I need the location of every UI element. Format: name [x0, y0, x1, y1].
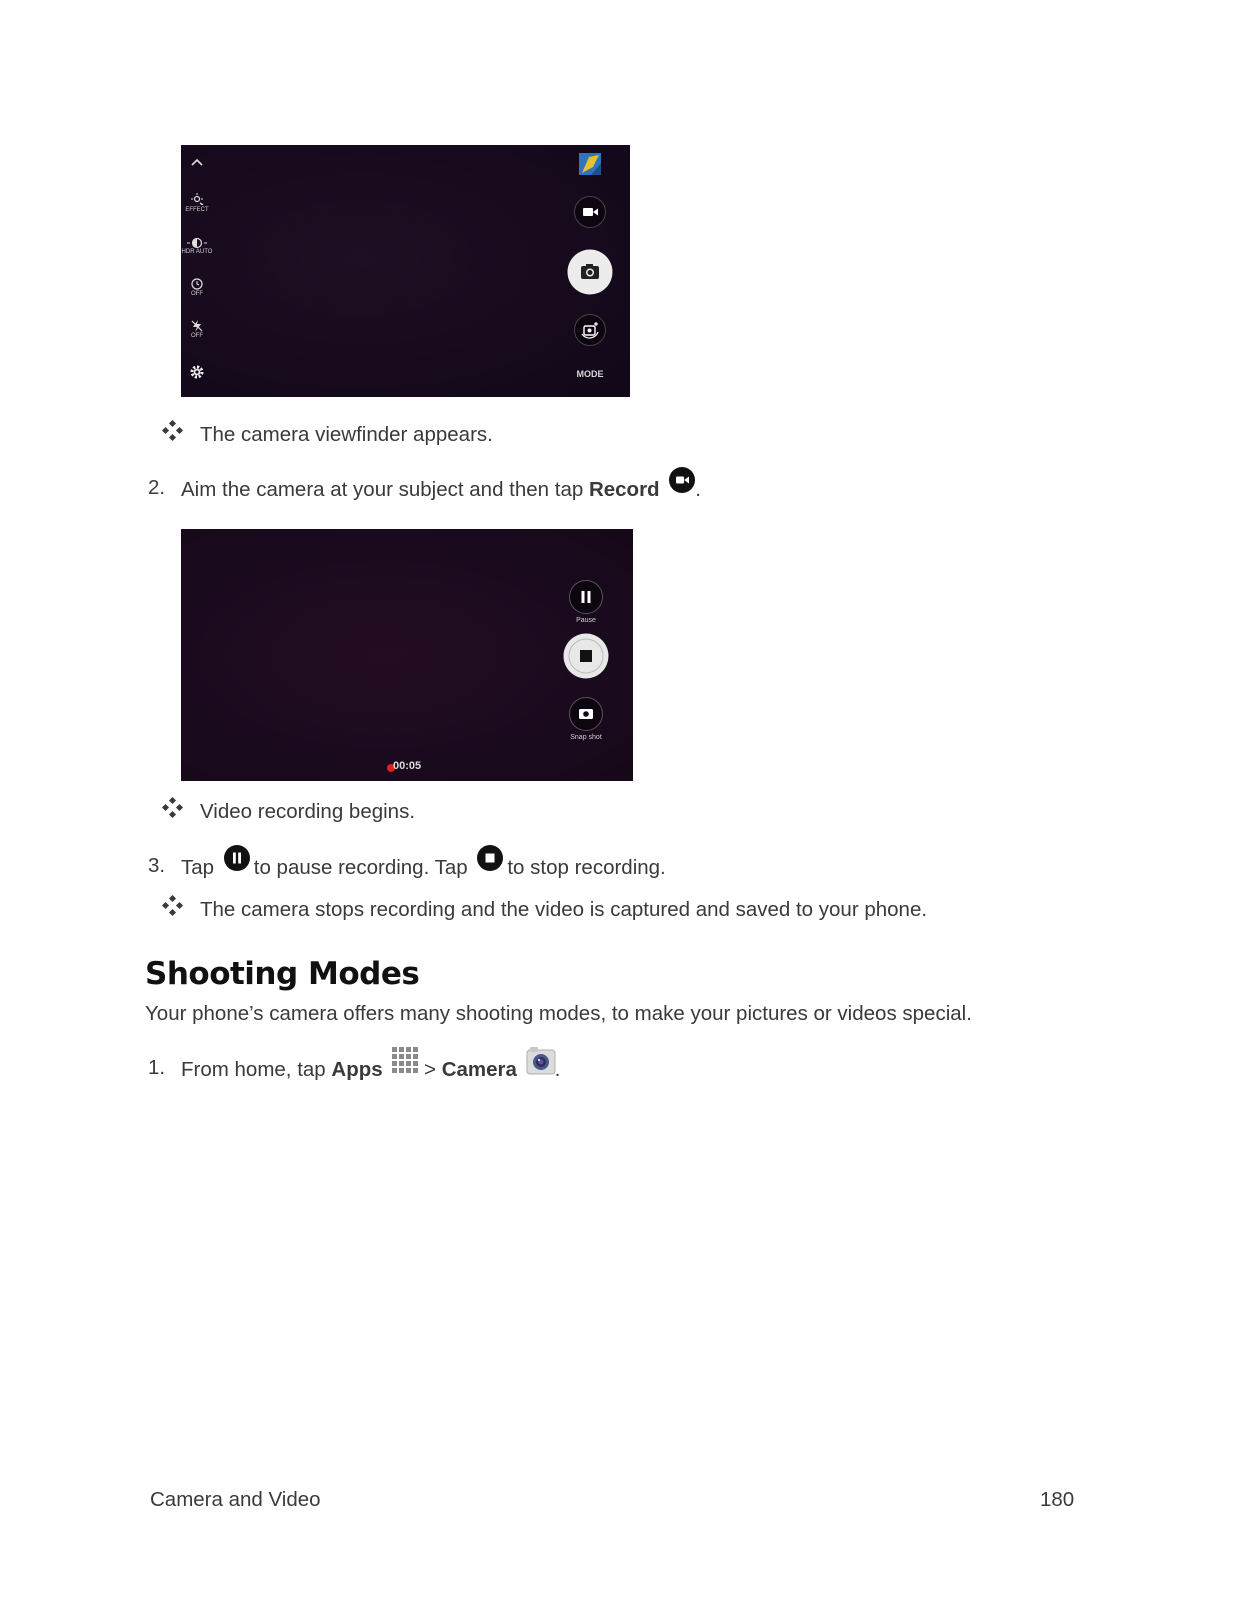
camera-label: Camera: [441, 1058, 517, 1081]
step3-text: [181, 856, 666, 884]
stop-icon: [562, 632, 610, 680]
settings-gear-icon: [188, 363, 206, 381]
step-number: 3.: [148, 854, 166, 877]
step3-text-1: Tap: [181, 856, 215, 879]
pause-label: Pause: [576, 617, 596, 624]
record-icon: [668, 466, 696, 494]
camera-viewfinder-screenshot: [181, 145, 630, 397]
gallery-thumbnail-icon: [579, 153, 601, 175]
diamond-bullet-icon: [162, 797, 184, 819]
snapshot-icon: [568, 696, 604, 732]
bullet-viewfinder-text: The camera viewfinder appears.: [200, 423, 493, 446]
effect-icon: [189, 193, 205, 205]
apps-label: Apps: [331, 1058, 383, 1081]
effect-label: EFFECT: [185, 207, 209, 213]
pause-icon: [568, 579, 604, 615]
capture-photo-icon: [566, 248, 614, 296]
flash-icon: [190, 319, 204, 333]
stop-icon: [476, 844, 504, 872]
video-recording-screenshot: [181, 529, 633, 781]
switch-camera-icon: [573, 313, 607, 347]
diamond-bullet-icon: [162, 895, 184, 917]
mode-button: MODE: [576, 369, 604, 379]
intro-paragraph: Your phone’s camera offers many shooting modes, to make your pictures or videos special.: [145, 1002, 972, 1025]
step1-instruction: From home, tap: [181, 1058, 332, 1081]
record-video-icon: [573, 195, 607, 229]
flash-label: OFF: [191, 333, 203, 339]
step-number: 1.: [148, 1056, 166, 1079]
timer-icon: [190, 277, 204, 291]
camera-app-icon: [526, 1046, 556, 1076]
step2-period: .: [695, 478, 701, 501]
step2-instruction: Aim the camera at your subject and then tap: [181, 478, 589, 501]
hdr-icon: [186, 237, 208, 249]
diamond-bullet-icon: [162, 420, 184, 442]
step3-text-3: to stop recording.: [507, 856, 666, 879]
section-heading: Shooting Modes: [145, 956, 420, 992]
step1-separator: >: [418, 1058, 442, 1081]
pause-icon: [223, 844, 251, 872]
timer-label: OFF: [191, 291, 203, 297]
bullet-saved-text: The camera stops recording and the video is captured and saved to your phone.: [200, 898, 928, 921]
recording-timer: 00:05: [393, 760, 422, 772]
hdr-label: HDR AUTO: [181, 249, 213, 255]
snapshot-label: Snap shot: [570, 734, 602, 741]
chevron-up-icon: [190, 157, 204, 167]
apps-grid-icon: [391, 1046, 421, 1076]
page-number: 180: [1040, 1488, 1075, 1511]
step3-text-2: to pause recording. Tap: [253, 856, 468, 879]
bullet-recording-text: Video recording begins.: [200, 800, 416, 823]
step1-period: .: [554, 1058, 561, 1081]
footer-section-title: Camera and Video: [150, 1488, 321, 1511]
step1-text: [181, 1058, 560, 1088]
step-number: 2.: [148, 476, 166, 499]
step2-text: [181, 478, 701, 506]
record-label: Record: [588, 478, 660, 501]
